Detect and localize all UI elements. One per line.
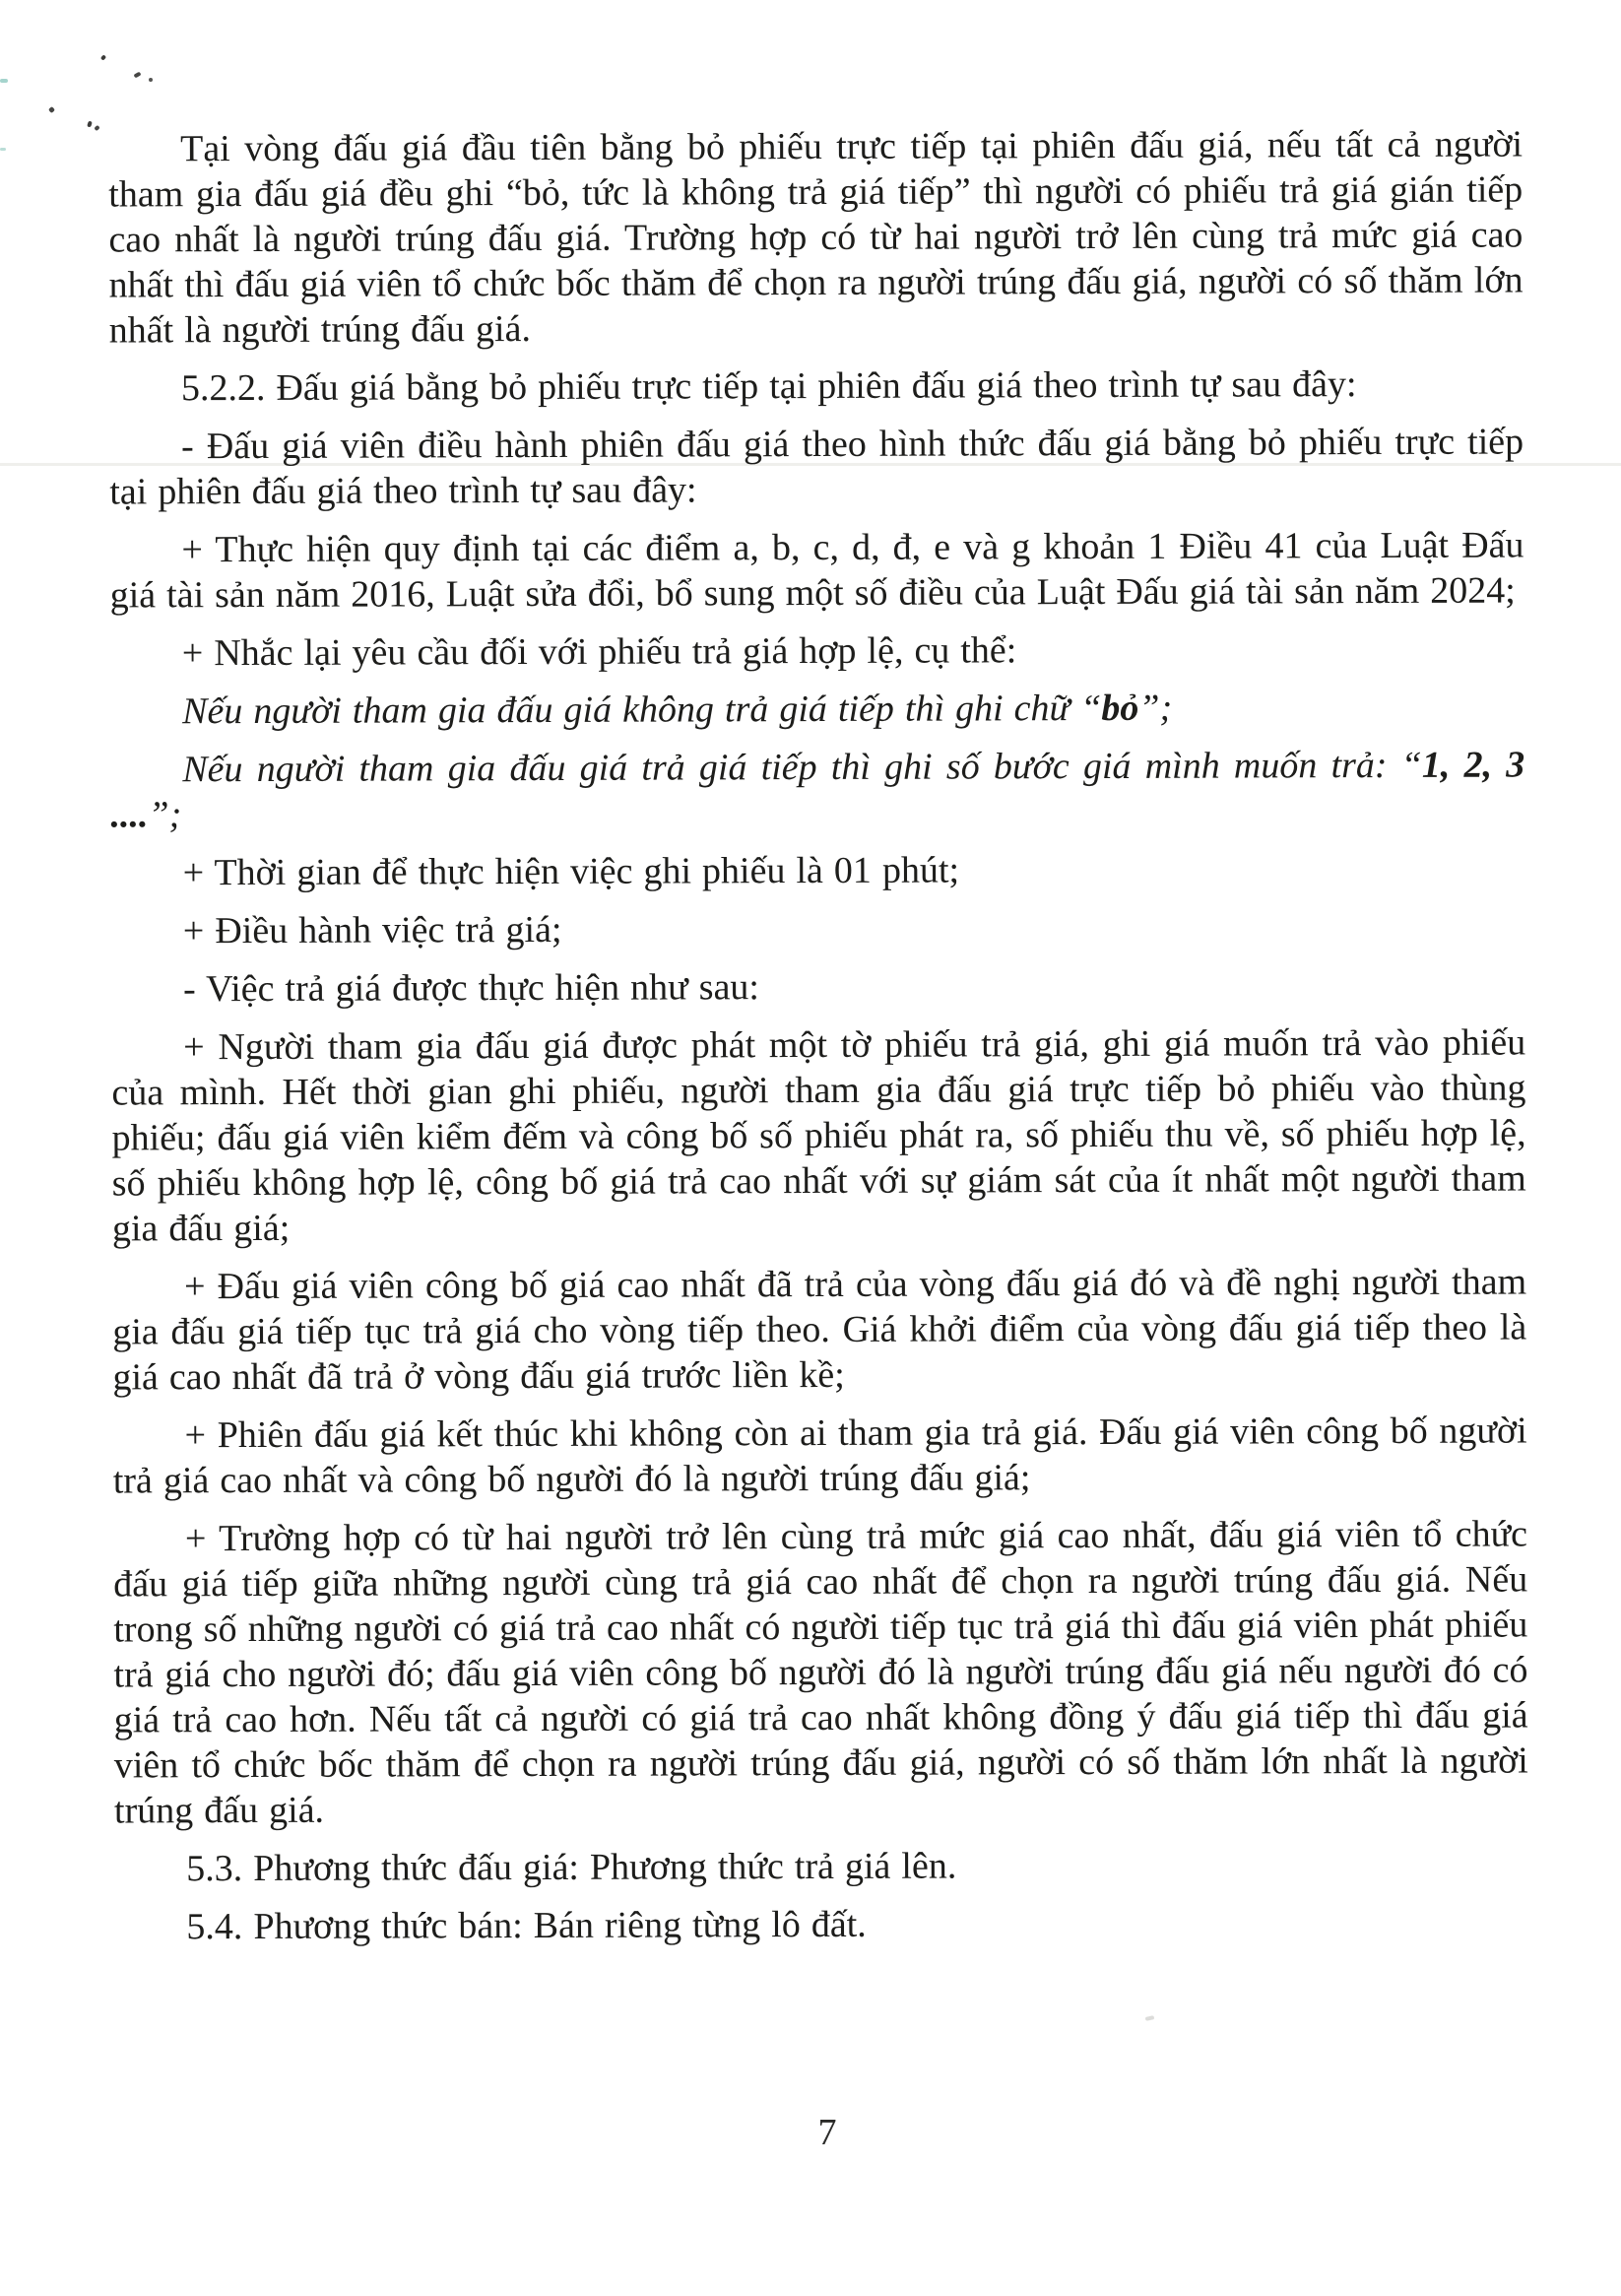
- paragraph-3: [109, 419, 1524, 514]
- page-number: 7: [817, 2112, 837, 2153]
- body-text: Tại vòng đấu giá đầu tiên bằng bỏ phiếu trực tiếp tại phiên đấu giá, nếu tất cả người tham gia đấu giá đều ghi “bỏ, tức là không trả giá tiếp” thì người có phiếu trả giá gián tiếp cao nhất là người trúng đấu giá. Trường hợp có từ hai người trở lên cùng trả mức giá cao nhất thì đấu giá viên tổ chức bốc thăm để chọn ra người trúng đấu giá, người có số thăm lớn nhất là người trúng đấu giá.: [108, 123, 1524, 352]
- paragraph-9: [111, 903, 1525, 953]
- paragraph-15: [114, 1841, 1528, 1891]
- body-text: 5.3. Phương thức đấu giá: Phương thức trả giá lên.: [186, 1845, 957, 1890]
- paragraph-1: [108, 121, 1524, 353]
- scan-speck: [0, 148, 6, 151]
- scan-speck: [1145, 2015, 1155, 2021]
- body-text: - Đấu giá viên điều hành phiên đấu giá theo hình thức đấu giá bằng bỏ phiếu trực tiếp tại phiên đấu giá theo trình tự sau đây:: [109, 421, 1524, 513]
- paragraph-4: [109, 522, 1524, 618]
- scan-speck: [0, 79, 8, 83]
- scan-speck: [48, 106, 55, 113]
- paragraph-8: [111, 845, 1525, 895]
- body-text: ”;: [1138, 687, 1173, 729]
- paragraph-11: [111, 1019, 1526, 1251]
- paragraph-2: [109, 361, 1524, 411]
- body-text: + Nhắc lại yêu cầu đối với phiếu trả giá hợp lệ, cụ thể:: [181, 629, 1017, 675]
- body-text: ”;: [148, 794, 182, 836]
- scan-speck: [149, 78, 153, 82]
- scan-speck: [100, 54, 106, 60]
- body-text: Nếu người tham gia đấu giá không trả giá tiếp thì ghi chữ “: [182, 687, 1102, 733]
- body-text: 5.4. Phương thức bán: Bán riêng từng lô đất.: [186, 1903, 867, 1948]
- paragraph-14: [113, 1511, 1528, 1833]
- body-text: + Thực hiện quy định tại các điểm a, b, c, d, đ, e và g khoản 1 Điều 41 của Luật Đấu giá tài sản năm 2016, Luật sửa đổi, bổ sung một số điều của Luật Đấu giá tài sản năm 2024;: [109, 524, 1524, 617]
- paragraph-10: [111, 961, 1525, 1012]
- body-text: - Việc trả giá được thực hiện như sau:: [182, 966, 760, 1011]
- text-block: [108, 121, 1528, 1962]
- emphasized-text: bỏ: [1101, 687, 1139, 729]
- body-text: Nếu người tham gia đấu giá trả giá tiếp thì ghi số bước giá mình muốn trả: “: [182, 744, 1422, 791]
- scan-speck: [94, 125, 99, 131]
- body-text: + Trường hợp có từ hai người trở lên cùng trả mức giá cao nhất, đấu giá viên tổ chức đấu giá tiếp giữa những người cùng trả giá cao nhất để chọn ra người trúng đấu giá. Nếu trong số những người có giá trả cao nhất có người tiếp tục trả giá thì đấu giá viên phát phiếu trả giá cho người đó; đấu giá viên công bố người đó là người trúng đấu giá nếu người đó có giá trả cao hơn. Nếu tất cả người có giá trả cao nhất không đồng ý đấu giá tiếp thì đấu giá viên tổ chức bốc thăm để chọn ra người trúng đấu giá, người có số thăm lớn nhất là người trúng đấu giá.: [113, 1513, 1528, 1832]
- paragraph-16: [114, 1899, 1528, 1949]
- scan-speck: [133, 72, 141, 79]
- paragraph-7: [110, 742, 1524, 837]
- body-text: + Đấu giá viên công bố giá cao nhất đã trả của vòng đấu giá đó và đề nghị người tham gia đấu giá tiếp tục trả giá cho vòng tiếp theo. Giá khởi điểm của vòng đấu giá tiếp theo là giá cao nhất đã trả ở vòng đấu giá trước liền kề;: [112, 1261, 1527, 1399]
- paragraph-13: [113, 1408, 1527, 1503]
- paragraph-5: [110, 625, 1524, 676]
- body-text: + Thời gian để thực hiện việc ghi phiếu là 01 phút;: [182, 849, 960, 894]
- emphasized-text: 1, 2, 3 ....: [110, 744, 1525, 836]
- body-text: 5.2.2. Đấu giá bằng bỏ phiếu trực tiếp tại phiên đấu giá theo trình tự sau đây:: [180, 363, 1357, 410]
- body-text: + Điều hành việc trả giá;: [182, 908, 562, 952]
- body-text: + Phiên đấu giá kết thúc khi không còn ai tham gia trả giá. Đấu giá viên công bố người trả giá cao nhất và công bố người đó là người trúng đấu giá;: [112, 1410, 1527, 1502]
- body-text: + Người tham gia đấu giá được phát một tờ phiếu trả giá, ghi giá muốn trả vào phiếu của mình. Hết thời gian ghi phiếu, người tham gia đấu giá trực tiếp bỏ phiếu vào thùng phiếu; đấu giá viên kiểm đếm và công bố số phiếu phát ra, số phiếu thu về, số phiếu hợp lệ, số phiếu không hợp lệ, công bố giá trả cao nhất với sự giám sát của ít nhất một người tham gia đấu giá;: [111, 1021, 1526, 1250]
- scan-speck: [87, 121, 93, 128]
- paragraph-12: [112, 1259, 1526, 1400]
- paragraph-6: [110, 684, 1524, 734]
